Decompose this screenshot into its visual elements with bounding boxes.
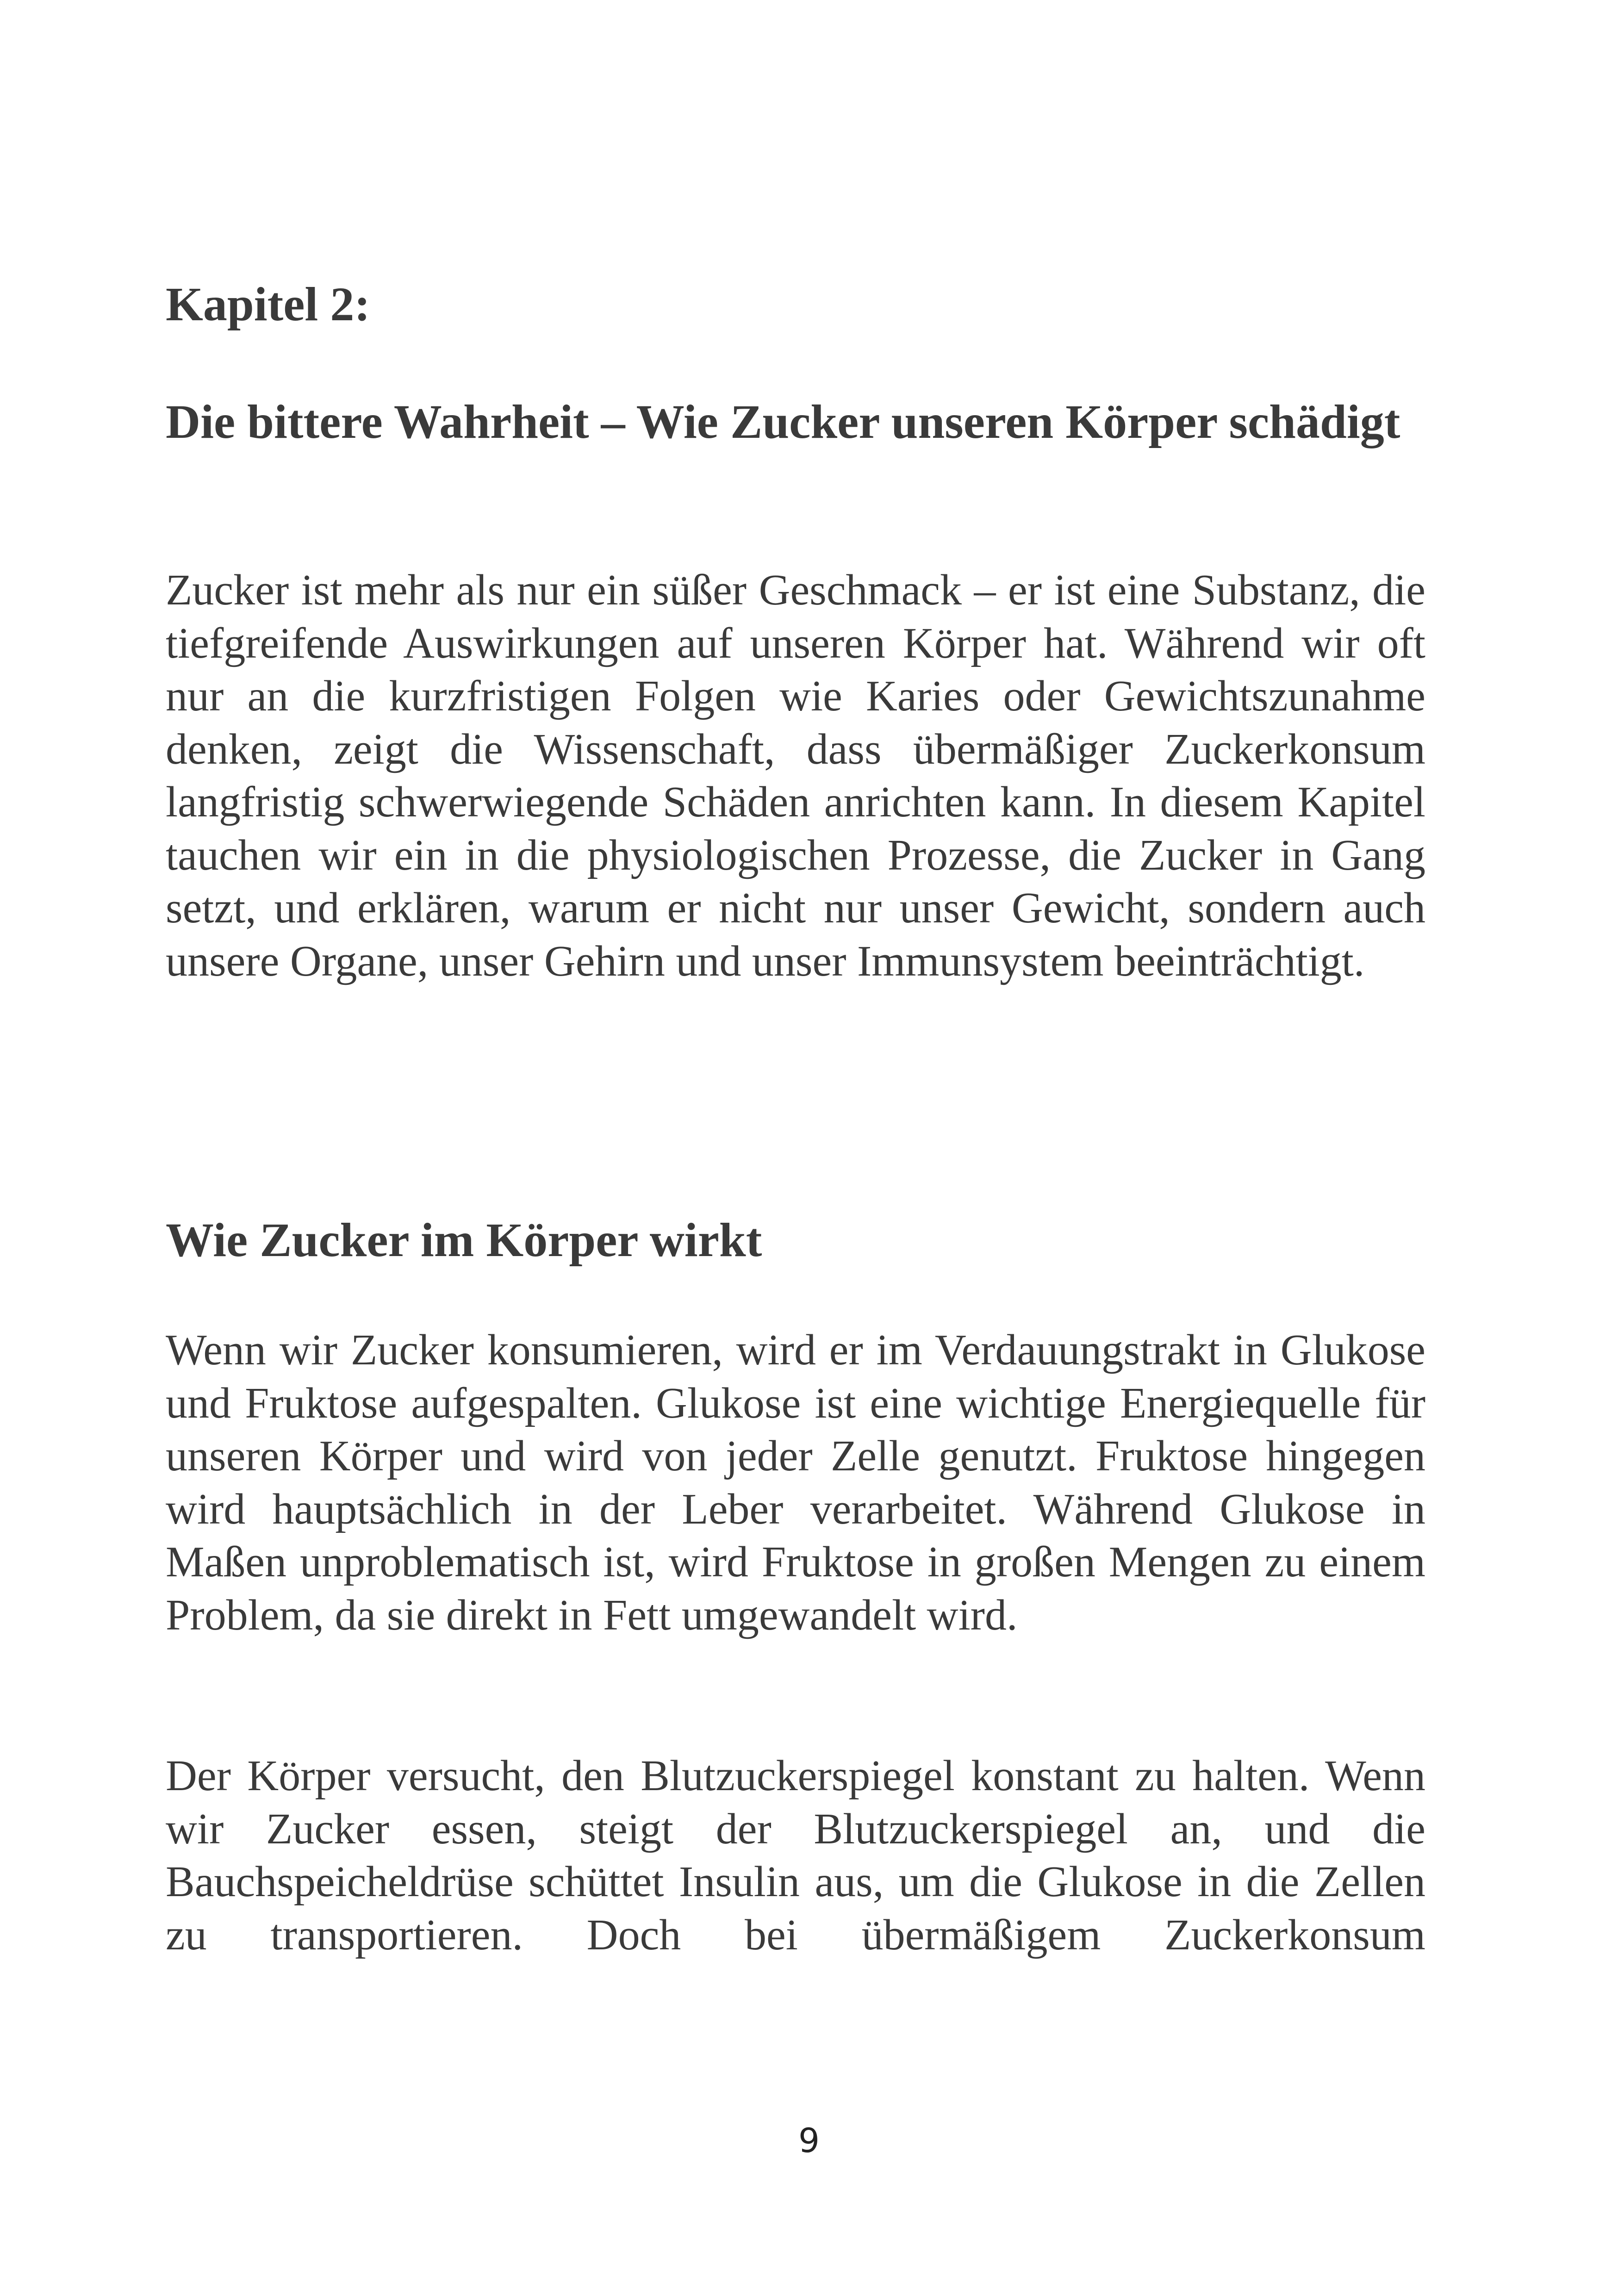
body-paragraph: Wenn wir Zucker konsumieren, wird er im Verdauungstrakt in Glukose und Fruktose aufgespalten. Glukose ist eine wichtige Energiequelle für unseren Körper und wird von jeder Zelle genutzt. Fruktose hingegen wird hauptsächlich in der Leber verarbeitet. Während Glukose in Maßen unproblematisch ist, wird Fruktose in großen Mengen zu einem Problem, da sie direkt in Fett umgewandelt wird. bbox=[166, 1326, 1425, 1639]
intro-paragraph: Zucker ist mehr als nur ein süßer Geschmack – er ist eine Substanz, die tiefgreifende Auswirkungen auf unseren Körper hat. Während wir oft nur an die kurzfristigen Folgen wie Karies oder Gewichtszunahme denken, zeigt die Wissenschaft, dass übermäßiger Zuckerkonsum langfristig schwerwiegende Schäden anrichten kann. In diesem Kapitel tauchen wir ein in die physiologischen Prozesse, die Zucker in Gang setzt, und erklären, warum er nicht nur unser Gewicht, sondern auch unsere Organe, unser Gehirn und unser Immunsystem beeinträchtigt. bbox=[166, 566, 1425, 985]
chapter-label: Kapitel 2: bbox=[166, 278, 370, 331]
body-paragraph: Der Körper versucht, den Blutzuckerspiegel konstant zu halten. Wenn wir Zucker essen, steigt der Blutzuckerspiegel an, und die Bauchspeicheldrüse schüttet Insulin aus, um die Glukose in die Zellen zu transportieren. Doch bei übermäßigem Zuckerkonsum bbox=[166, 1752, 1425, 1959]
section-title: Wie Zucker im Körper wirkt bbox=[166, 1213, 762, 1267]
page-number: 9 bbox=[798, 2121, 820, 2160]
chapter-title: Die bittere Wahrheit – Wie Zucker unseren Körper schädigt bbox=[166, 395, 1400, 448]
